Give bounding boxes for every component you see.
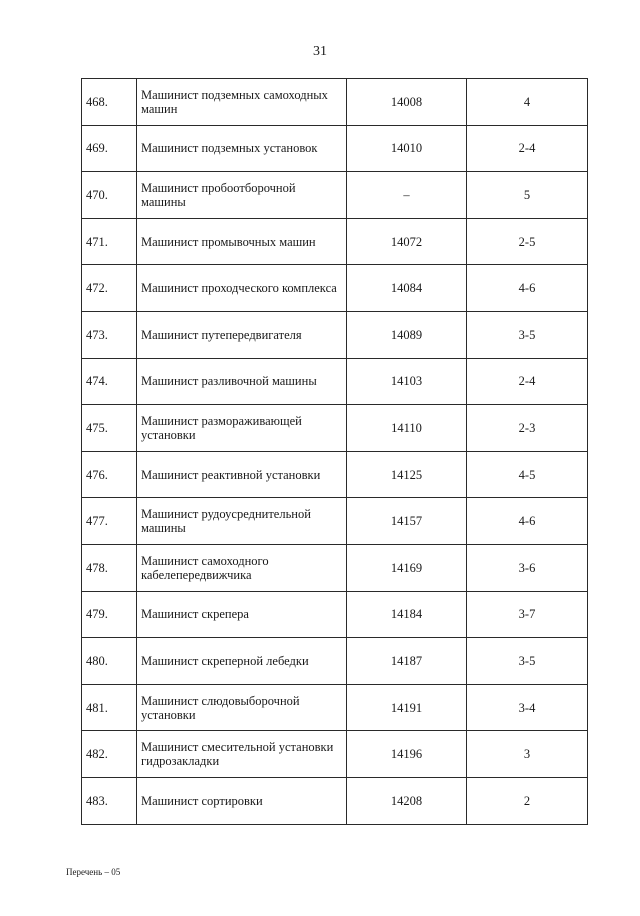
profession-code: 14208 [347, 777, 467, 824]
row-number: 478. [82, 544, 137, 591]
row-number: 483. [82, 777, 137, 824]
profession-name: Машинист промывочных машин [137, 218, 347, 265]
profession-code: 14010 [347, 125, 467, 172]
page-number: 31 [313, 44, 327, 59]
profession-code: 14008 [347, 79, 467, 126]
profession-code: 14157 [347, 498, 467, 545]
rank-range: 2-4 [467, 358, 588, 405]
profession-name: Машинист разливочной машины [137, 358, 347, 405]
table-body [82, 79, 588, 825]
row-number: 469. [82, 125, 137, 172]
profession-name: Машинист сортировки [137, 777, 347, 824]
table-row [82, 777, 588, 824]
profession-name: Машинист скреперной лебедки [137, 638, 347, 685]
row-number: 468. [82, 79, 137, 126]
row-number: 472. [82, 265, 137, 312]
rank-range: 3-7 [467, 591, 588, 638]
profession-name: Машинист самоходного кабелепередвижчика [137, 544, 347, 591]
profession-name: Машинист пробоотборочной машины [137, 172, 347, 219]
table-row [82, 265, 588, 312]
profession-name: Машинист размораживающей установки [137, 405, 347, 452]
table-row [82, 172, 588, 219]
table-row [82, 591, 588, 638]
rank-range: 3-4 [467, 684, 588, 731]
page-footer: Перечень – 05 [66, 867, 121, 877]
row-number: 476. [82, 451, 137, 498]
row-number: 479. [82, 591, 137, 638]
row-number: 470. [82, 172, 137, 219]
table-row [82, 544, 588, 591]
profession-code: 14184 [347, 591, 467, 638]
profession-code: 14084 [347, 265, 467, 312]
profession-name: Машинист подземных установок [137, 125, 347, 172]
rank-range: 4-6 [467, 265, 588, 312]
rank-range: 2-5 [467, 218, 588, 265]
professions-table [81, 78, 588, 825]
rank-range: 2 [467, 777, 588, 824]
profession-name: Машинист проходческого комплекса [137, 265, 347, 312]
profession-name: Машинист подземных самоходных машин [137, 79, 347, 126]
profession-code: – [347, 172, 467, 219]
table-row [82, 405, 588, 452]
rank-range: 4 [467, 79, 588, 126]
row-number: 473. [82, 311, 137, 358]
table-row [82, 218, 588, 265]
table-row [82, 684, 588, 731]
table-row [82, 451, 588, 498]
table-row [82, 498, 588, 545]
rank-range: 5 [467, 172, 588, 219]
profession-code: 14191 [347, 684, 467, 731]
profession-code: 14072 [347, 218, 467, 265]
profession-name: Машинист путепередвигателя [137, 311, 347, 358]
profession-code: 14089 [347, 311, 467, 358]
rank-range: 3-6 [467, 544, 588, 591]
rank-range: 3 [467, 731, 588, 778]
row-number: 480. [82, 638, 137, 685]
row-number: 482. [82, 731, 137, 778]
table-row [82, 125, 588, 172]
row-number: 477. [82, 498, 137, 545]
profession-name: Машинист слюдовыборочной установки [137, 684, 347, 731]
profession-code: 14187 [347, 638, 467, 685]
table-row [82, 638, 588, 685]
profession-name: Машинист рудоусреднительной машины [137, 498, 347, 545]
table-row [82, 311, 588, 358]
table-row [82, 79, 588, 126]
rank-range: 2-4 [467, 125, 588, 172]
rank-range: 4-6 [467, 498, 588, 545]
profession-code: 14110 [347, 405, 467, 452]
rank-range: 3-5 [467, 638, 588, 685]
rank-range: 4-5 [467, 451, 588, 498]
row-number: 475. [82, 405, 137, 452]
row-number: 474. [82, 358, 137, 405]
row-number: 471. [82, 218, 137, 265]
profession-name: Машинист скрепера [137, 591, 347, 638]
row-number: 481. [82, 684, 137, 731]
rank-range: 3-5 [467, 311, 588, 358]
profession-code: 14169 [347, 544, 467, 591]
profession-code: 14103 [347, 358, 467, 405]
profession-code: 14196 [347, 731, 467, 778]
profession-name: Машинист смесительной установки гидрозакладки [137, 731, 347, 778]
table-row [82, 731, 588, 778]
rank-range: 2-3 [467, 405, 588, 452]
profession-name: Машинист реактивной установки [137, 451, 347, 498]
profession-code: 14125 [347, 451, 467, 498]
table-row [82, 358, 588, 405]
